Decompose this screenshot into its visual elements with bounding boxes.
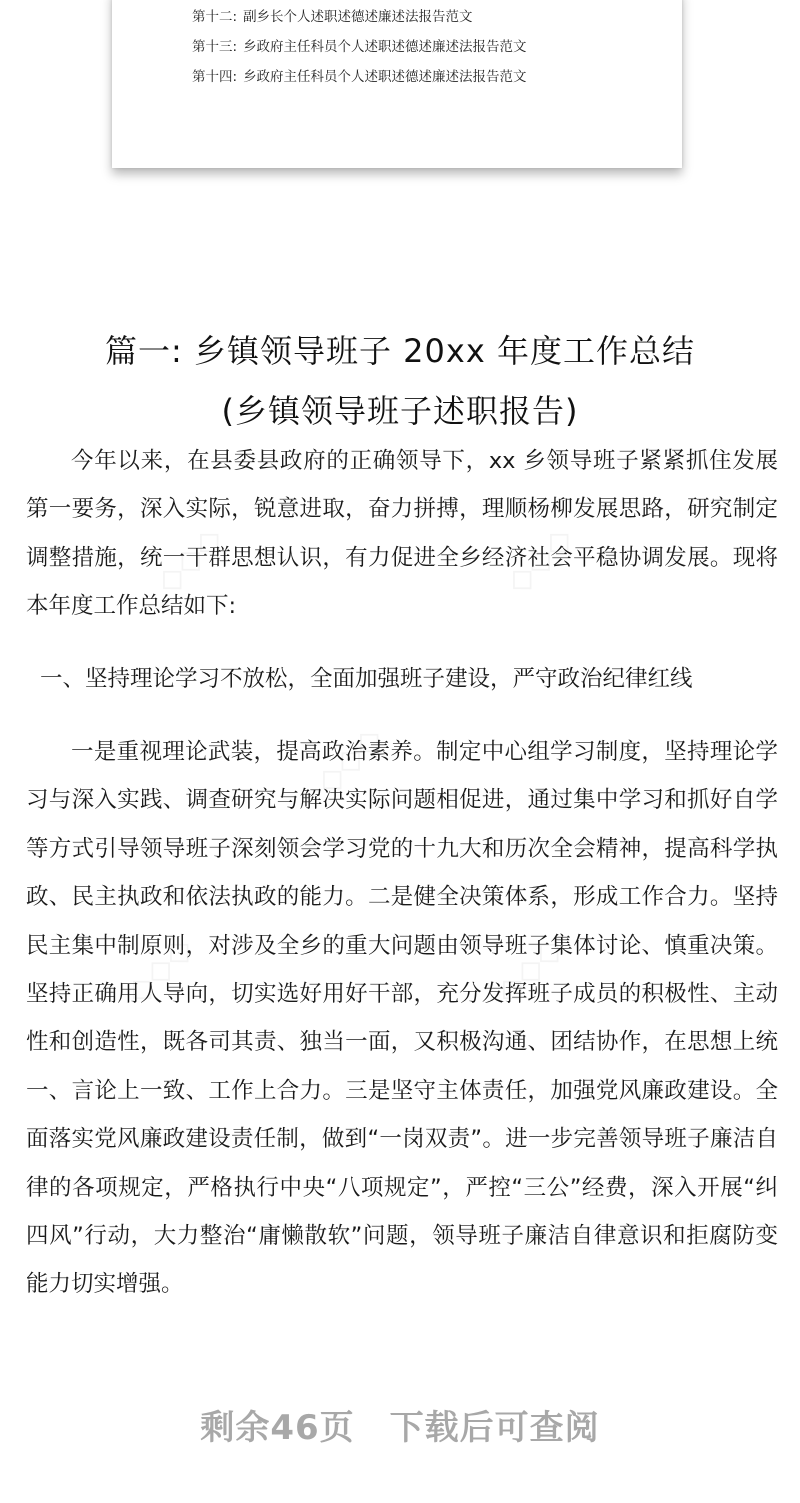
toc-item[interactable]: 第十二: 副乡长个人述职述德述廉述法报告范文: [192, 9, 473, 25]
article-subtitle: (乡镇领导班子述职报告): [221, 392, 579, 430]
article-title: 篇一: 乡镇领导班子 20xx 年度工作总结: [105, 332, 695, 370]
article-paragraph: 一是重视理论武装，提高政治素养。制定中心组学习制度，坚持理论学习与深入实践、调查研究与解决实际问题相促进，通过集中学习和抓好自学等方式引导领导班子深刻领会学习党的十九大和历次全会精神，提高科学执政、民主执政和依法执政的能力。二是健全决策体系，形成工作合力。坚持民主集中制原则，对涉及全乡的重大问题由领导班子集体讨论、慎重决策。坚持正确用人导向，切实选好用好干部，充分发挥班子成员的积极性、主动性和创造性，既各司其责、独当一面，又积极沟通、团结协作，在思想上统一、言论上一致、工作上合力。三是坚守主体责任，加强党风廉政建设。全面落实党风廉政建设责任制，做到“一岗双责”。进一步完善领导班子廉洁自律的各项规定，严格执行中央“八项规定”，严控“三公”经费，深入开展“纠四风”行动，大力整治“庸懒散软”问题，领导班子廉洁自律意识和拒腐防变能力切实增强。: [26, 739, 778, 1298]
article-paragraph: 今年以来，在县委县政府的正确领导下，xx 乡领导班子紧紧抓住发展第一要务，深入实际，锐意进取，奋力拼搏，理顺杨柳发展思路，研究制定调整措施，统一干群思想认识，有力促进全乡经济社会平稳协调发展。现将本年度工作总结如下:: [26, 448, 778, 620]
toc-item[interactable]: 第十四: 乡政府主任科员个人述职述德述廉述法报告范文: [192, 69, 527, 85]
section-heading: 一、坚持理论学习不放松，全面加强班子建设，严守政治纪律红线: [40, 666, 693, 692]
toc-list: [192, 2, 527, 92]
toc-card: [112, 0, 682, 168]
remaining-pages-notice[interactable]: 剩余46页 下载后可查阅: [200, 1408, 600, 1448]
toc-item[interactable]: 第十三: 乡政府主任科员个人述职述德述廉述法报告范文: [192, 39, 527, 55]
